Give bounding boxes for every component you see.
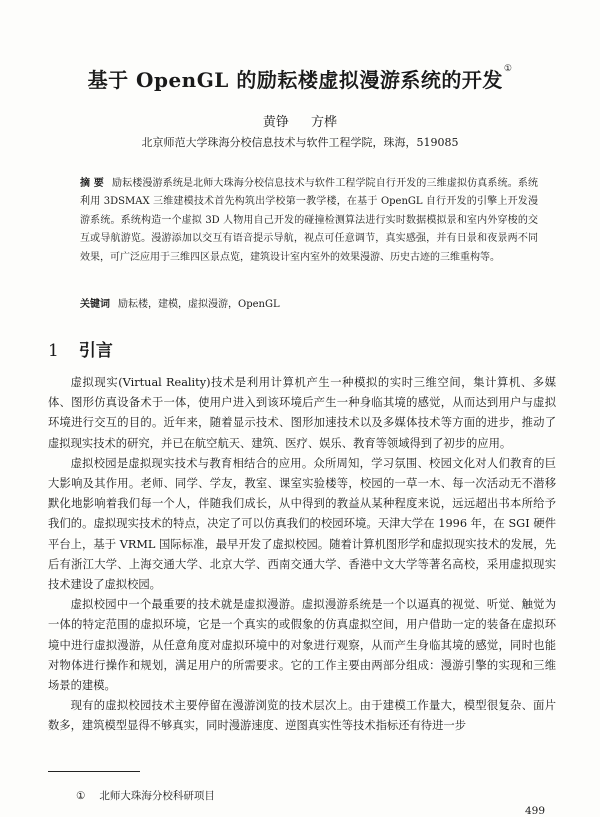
keywords-text: 励耘楼，建模，虚拟漫游，OpenGL [118, 299, 280, 310]
title-text: 基于 OpenGL 的励耘楼虚拟漫游系统的开发 [87, 68, 503, 92]
paragraph: 虚拟现实(Virtual Reality)技术是利用计算机产生一种模拟的实时三维空间，集计算机、多媒体、图形仿真设备术于一体，使用户进入到该环境后产生一种身临其境的感觉，从而达到用户与虚拟环境进行交互的目的。近年来，随着显示技术、图形加速技术以及多媒体技术等方面的进步，推动了虚拟现实技术的研究，并已在航空航天、建筑、医疗、娱乐、教育等领域得到了初步的应用。 [48, 376, 556, 450]
page-number: 499 [525, 805, 546, 817]
keywords-label: 关键词 [80, 299, 110, 310]
body-text [48, 373, 556, 737]
abstract-label: 摘 要 [80, 178, 104, 189]
affiliation: 北京师范大学珠海分校信息技术与软件工程学院，珠海，519085 [141, 136, 459, 149]
paragraph: 虚拟校园中一个最重要的技术就是虚拟漫游。虚拟漫游系统是一个以逼真的视觉、听觉、触觉为一体的特定范围的虚拟环境，它是一个真实的或假象的仿真虚拟空间，用户借助一定的装备在虚拟环境中进行虚拟漫游，从任意角度对虚拟环境中的对象进行观察，从而产生身临其境的感觉，同时也能对物体进行操作和规划，满足用户的所需要求。它的工作主要由两部分组成：漫游引擎的实现和三维场景的建模。 [48, 598, 556, 693]
section-heading [48, 336, 113, 361]
keywords [80, 295, 538, 310]
section-number: 1 [48, 341, 59, 361]
paper-title [0, 64, 600, 93]
abstract-text: 励耘楼漫游系统是北师大珠海分校信息技术与软件工程学院自行开发的三维虚拟仿真系统。系统利用 3DSMAX 三维建模技术首先构筑出学校第一教学楼，在基于 OpenGL 自行开发的引擎上开发漫游系统。系统构造一个虚拟 3D 人物用自己开发的碰撞检测算法进行实时数据模拟景和室内外穿梭的交互或导航游览。漫游添加以交互有语音提示导航，视点可任意调节，真实感强，并有日景和夜景两不同效果，可广泛应用于三维四区景点览，建筑设计室内室外的效果漫游、历史古迹的三维重构等。 [80, 178, 539, 263]
abstract [80, 175, 538, 267]
authors: 黄铮 方桦 [262, 115, 338, 130]
footnote-mark: ① [76, 790, 86, 802]
paragraph: 虚拟校园是虚拟现实技术与教育相结合的应用。众所周知，学习氛围、校园文化对人们教育的巨大影响及其作用。老师、同学、学友，教室、课室实验楼等，校园的一草一木、每一次活动无不潜移默化地影响着我们每一个人，伴随我们成长，从中得到的教益从某种程度来说，远远超出书本所给予我们的。虚拟现实技术的特点，决定了可以仿真我们的校园环境。天津大学在 1996 年，在 SGI 硬件平台上，基于 VRML 国际标准，最早开发了虚拟校园。随着计算机图形学和虚拟现实技术的发展，先后有浙江大学、上海交通大学、北京大学、西南交通大学、香港中文大学等著名高校，采用虚拟现实技术建设了虚拟校园。 [48, 456, 556, 592]
footnote-divider [48, 771, 140, 772]
section-title: 引言 [78, 341, 113, 361]
footnote-text: 北师大珠海分校科研项目 [99, 790, 215, 802]
paragraph: 现有的虚拟校园技术主要停留在漫游浏览的技术层次上。由于建模工作量大，模型很复杂、面片数多，建筑模型显得不够真实，同时漫游速度、逆图真实性等技术指标还有待进一步 [48, 699, 556, 733]
title-footnote-mark: ① [503, 64, 513, 74]
